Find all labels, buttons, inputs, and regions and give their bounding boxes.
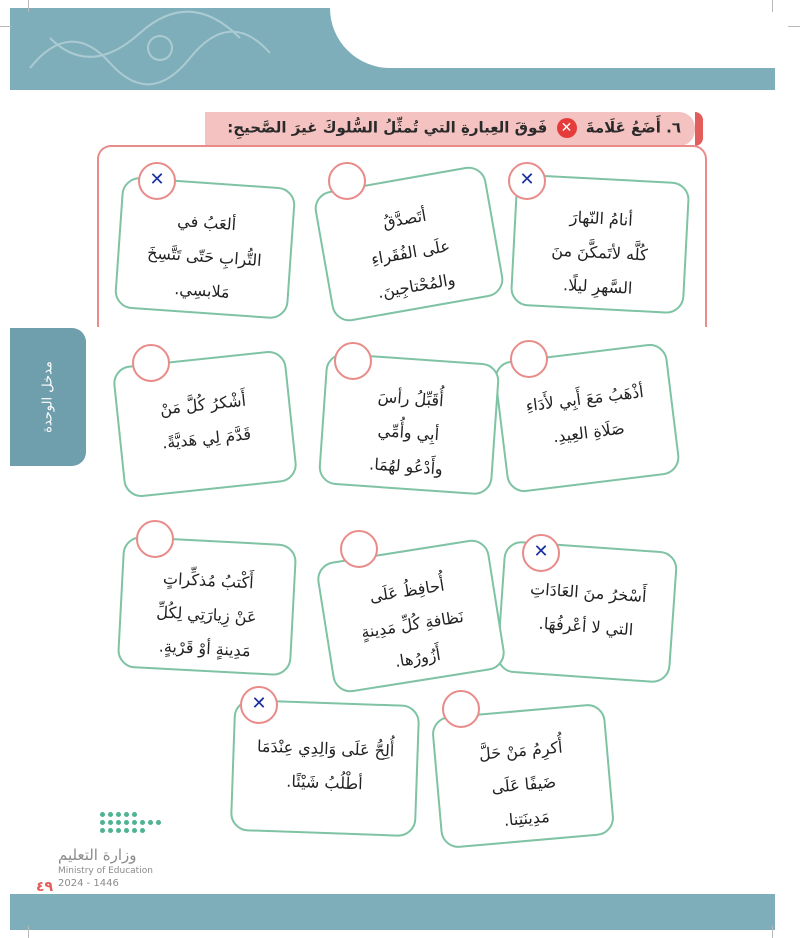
ministry-name-english: Ministry of Education bbox=[58, 866, 153, 876]
card-line: صَلَاةِ العِيدِ. bbox=[551, 418, 626, 447]
answer-circle[interactable] bbox=[132, 344, 170, 382]
statement-card bbox=[496, 540, 679, 684]
card-line: أُقَبِّلُ رأسَ bbox=[377, 386, 445, 411]
card-line: أُلِحُّ عَلَى وَالِدِي عِنْدَمَا bbox=[256, 736, 395, 761]
card-line: أطْلُبُ شَيْئًا. bbox=[286, 771, 363, 794]
arabesque-decoration bbox=[10, 8, 340, 90]
card-line: مَدِينةٍ أوْ قَرْيةٍ. bbox=[158, 636, 252, 661]
crop-mark bbox=[28, 0, 29, 12]
card-line: عَنْ زِيارَتِي لِكُلِّ bbox=[155, 602, 258, 627]
card-line: أُكرِمُ مَنْ حَلَّ bbox=[478, 737, 564, 764]
card-line: أَسْخرُ منَ العَادَاتِ bbox=[529, 579, 648, 607]
top-decorative-band bbox=[10, 8, 775, 90]
crop-mark bbox=[28, 926, 29, 938]
card-line: أذْهَبُ مَعَ أَبِي لأَدَاءِ bbox=[524, 381, 645, 416]
card-line: أَزُورُها. bbox=[393, 644, 442, 671]
card-line: أنامُ النّهارَ bbox=[569, 207, 634, 230]
top-band-white-curve bbox=[330, 8, 775, 68]
exercise-header bbox=[205, 112, 695, 146]
card-line: أتَصدَّقُ bbox=[381, 205, 428, 233]
answer-circle[interactable] bbox=[136, 520, 174, 558]
instruction-part-1: أَضَعُ عَلَامةَ bbox=[585, 118, 661, 137]
card-line: وأَدْعُو لهُمَا. bbox=[368, 454, 444, 479]
x-mark-icon: ✕ bbox=[557, 118, 577, 138]
exercise-number: ٦. bbox=[666, 118, 681, 137]
answer-circle[interactable] bbox=[328, 162, 366, 200]
card-line: والمُحْتاجِينَ. bbox=[376, 269, 457, 303]
answer-circle[interactable] bbox=[510, 340, 548, 378]
card-line: علَى الفُقَراءِ bbox=[369, 236, 452, 269]
crop-mark bbox=[788, 26, 800, 27]
card-line: مَلابسِي. bbox=[173, 278, 231, 302]
ministry-name-arabic: وزارة التعليم bbox=[58, 846, 137, 864]
answer-circle[interactable]: ✕ bbox=[508, 162, 546, 200]
ministry-logo-icon bbox=[100, 812, 166, 836]
side-tab-label: مدخل الوحدة bbox=[40, 361, 56, 433]
unit-side-tab bbox=[10, 328, 86, 466]
answer-circle[interactable] bbox=[340, 530, 378, 568]
answer-circle[interactable]: ✕ bbox=[240, 686, 278, 724]
card-line: التي لا أعْرفُهَا. bbox=[538, 613, 634, 640]
card-line: مَدِينَتِنا. bbox=[503, 806, 551, 830]
card-line: السَّهرِ ليلًا. bbox=[562, 275, 633, 298]
statement-card bbox=[114, 176, 297, 320]
page-number: ٤٩ bbox=[36, 879, 54, 895]
bottom-decorative-band bbox=[10, 894, 775, 930]
card-line: أَشْكرُ كُلَّ مَنْ bbox=[159, 390, 247, 419]
answer-circle[interactable] bbox=[334, 342, 372, 380]
crop-mark bbox=[0, 26, 12, 27]
instruction-part-2: فَوقَ العِبارةِ التي تُمثِّلُ السُّلوكَ غيرَ الصَّحيحِ: bbox=[227, 118, 548, 137]
card-line: ألعَبُ في bbox=[176, 211, 237, 235]
card-line: التُّرابِ حَتّى تَتَّسِخَ bbox=[146, 243, 263, 270]
crop-mark bbox=[772, 926, 773, 938]
card-line: ضَيفًا عَلَى bbox=[490, 772, 557, 797]
answer-circle[interactable]: ✕ bbox=[138, 162, 176, 200]
exercise-instruction bbox=[227, 118, 681, 138]
statement-card bbox=[117, 536, 298, 677]
card-line: أَكْتبُ مُذكِّراتٍ bbox=[162, 568, 255, 593]
card-line: أبِي وأُمِّي bbox=[377, 420, 440, 445]
card-line: نَظافةِ كُلِّ مَدِينةٍ bbox=[359, 606, 465, 642]
answer-circle[interactable]: ✕ bbox=[522, 534, 560, 572]
edition-year: 2024 - 1446 bbox=[58, 878, 119, 889]
card-line: كُلَّه لأتَمكَّنَ منَ bbox=[550, 240, 649, 265]
answer-circle[interactable] bbox=[442, 690, 480, 728]
card-line: أُحافِظُ عَلَى bbox=[368, 575, 446, 607]
crop-mark bbox=[772, 0, 773, 12]
card-line: قَدَّمَ لِي هَديَّةً. bbox=[161, 424, 252, 453]
